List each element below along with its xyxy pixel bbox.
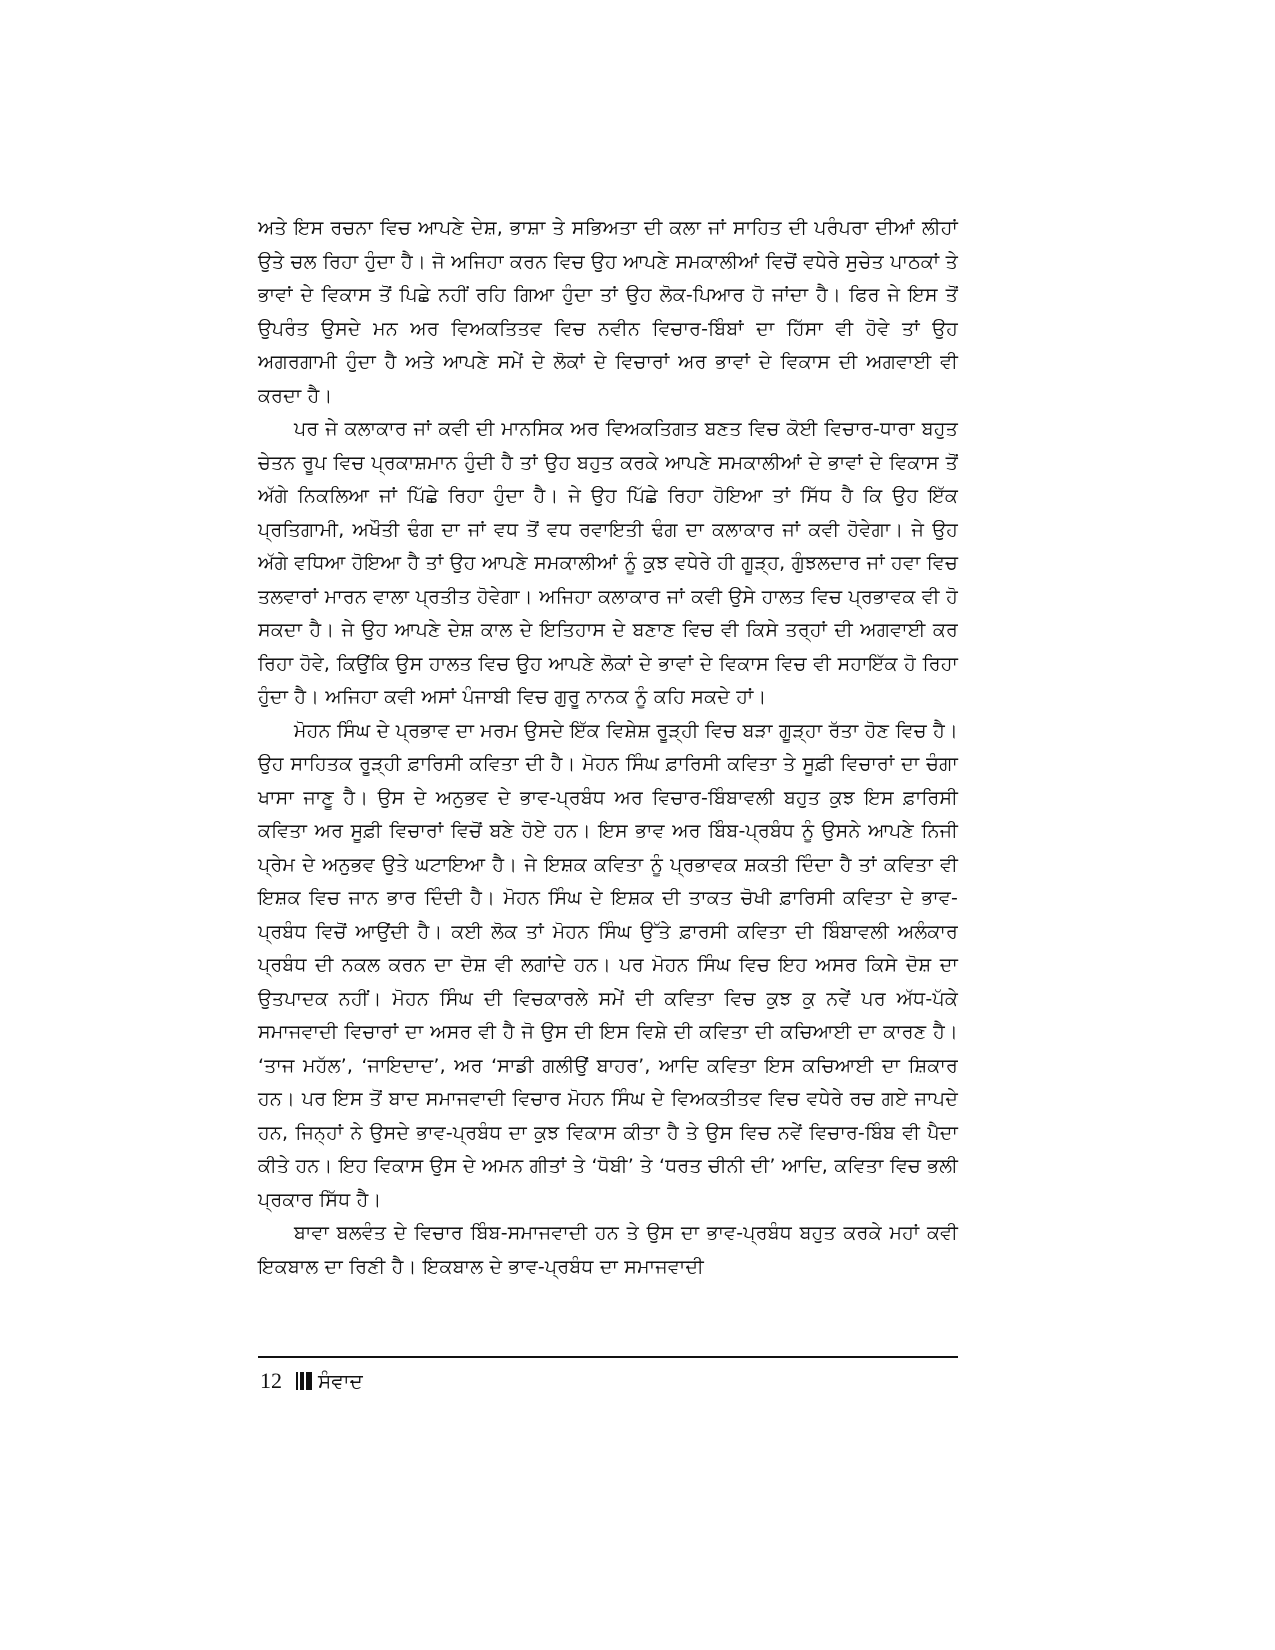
- paragraph-4: ਬਾਵਾ ਬਲਵੰਤ ਦੇ ਵਿਚਾਰ ਬਿੰਬ-ਸਮਾਜਵਾਦੀ ਹਨ ਤੇ ਉਸ ਦਾ ਭਾਵ-ਪ੍ਰਬੰਧ ਬਹੁਤ ਕਰਕੇ ਮਹਾਂ ਕਵੀ ਇਕਬਾਲ ਦਾ ਰਿਣੀ ਹੈ। ਇਕਬਾਲ ਦੇ ਭਾਵ-ਪ੍ਰਬੰਧ ਦਾ ਸਮਾਜਵਾਦੀ: [258, 1222, 958, 1278]
- paragraph-2: ਪਰ ਜੇ ਕਲਾਕਾਰ ਜਾਂ ਕਵੀ ਦੀ ਮਾਨਸਿਕ ਅਰ ਵਿਅਕਤਿਗਤ ਬਣਤ ਵਿਚ ਕੋਈ ਵਿਚਾਰ-ਧਾਰਾ ਬਹੁਤ ਚੇਤਨ ਰੂਪ ਵਿਚ ਪ੍ਰਕਾਸ਼ਮਾਨ ਹੁੰਦੀ ਹੈ ਤਾਂ ਉਹ ਬਹੁਤ ਕਰਕੇ ਆਪਣੇ ਸਮਕਾਲੀਆਂ ਦੇ ਭਾਵਾਂ ਦੇ ਵਿਕਾਸ ਤੋਂ ਅੱਗੇ ਨਿਕਲਿਆ ਜਾਂ ਪਿੱਛੇ ਰਿਹਾ ਹੁੰਦਾ ਹੈ। ਜੇ ਉਹ ਪਿੱਛੇ ਰਿਹਾ ਹੋਇਆ ਤਾਂ ਸਿੱਧ ਹੈ ਕਿ ਉਹ ਇੱਕ ਪ੍ਰਤਿਗਾਮੀ, ਅਖੌਤੀ ਢੰਗ ਦਾ ਜਾਂ ਵਧ ਤੋਂ ਵਧ ਰਵਾਇਤੀ ਢੰਗ ਦਾ ਕਲਾਕਾਰ ਜਾਂ ਕਵੀ ਹੋਵੇਗਾ। ਜੇ ਉਹ ਅੱਗੇ ਵਧਿਆ ਹੋਇਆ ਹੈ ਤਾਂ ਉਹ ਆਪਣੇ ਸਮਕਾਲੀਆਂ ਨੂੰ ਕੁਝ ਵਧੇਰੇ ਹੀ ਗੂੜ੍ਹ, ਗੁੰਝਲਦਾਰ ਜਾਂ ਹਵਾ ਵਿਚ ਤਲਵਾਰਾਂ ਮਾਰਨ ਵਾਲਾ ਪ੍ਰਤੀਤ ਹੋਵੇਗਾ। ਅਜਿਹਾ ਕਲਾਕਾਰ ਜਾਂ ਕਵੀ ਉਸੇ ਹਾਲਤ ਵਿਚ ਪ੍ਰਭਾਵਕ ਵੀ ਹੋ ਸਕਦਾ ਹੈ। ਜੇ ਉਹ ਆਪਣੇ ਦੇਸ਼ ਕਾਲ ਦੇ ਇਤਿਹਾਸ ਦੇ ਬਣਾਣ ਵਿਚ ਵੀ ਕਿਸੇ ਤਰ੍ਹਾਂ ਦੀ ਅਗਵਾਈ ਕਰ ਰਿਹਾ ਹੋਵੇ, ਕਿਉਂਕਿ ਉਸ ਹਾਲਤ ਵਿਚ ਉਹ ਆਪਣੇ ਲੋਕਾਂ ਦੇ ਭਾਵਾਂ ਦੇ ਵਿਕਾਸ ਵਿਚ ਵੀ ਸਹਾਇੱਕ ਹੋ ਰਿਹਾ ਹੁੰਦਾ ਹੈ। ਅਜਿਹਾ ਕਵੀ ਅਸਾਂ ਪੰਜਾਬੀ ਵਿਚ ਗੁਰੂ ਨਾਨਕ ਨੂੰ ਕਹਿ ਸਕਦੇ ਹਾਂ।: [258, 418, 958, 708]
- paragraph-3: ਮੋਹਨ ਸਿੰਘ ਦੇ ਪ੍ਰਭਾਵ ਦਾ ਮਰਮ ਉਸਦੇ ਇੱਕ ਵਿਸ਼ੇਸ਼ ਰੂੜ੍ਹੀ ਵਿਚ ਬੜਾ ਗੂੜ੍ਹਾ ਰੱਤਾ ਹੋਣ ਵਿਚ ਹੈ। ਉਹ ਸਾਹਿਤਕ ਰੂੜ੍ਹੀ ਫ਼ਾਰਿਸੀ ਕਵਿਤਾ ਦੀ ਹੈ। ਮੋਹਨ ਸਿੰਘ ਫ਼ਾਰਿਸੀ ਕਵਿਤਾ ਤੇ ਸੂਫ਼ੀ ਵਿਚਾਰਾਂ ਦਾ ਚੰਗਾ ਖਾਸਾ ਜਾਣੂ ਹੈ। ਉਸ ਦੇ ਅਨੁਭਵ ਦੇ ਭਾਵ-ਪ੍ਰਬੰਧ ਅਰ ਵਿਚਾਰ-ਬਿੰਬਾਵਲੀ ਬਹੁਤ ਕੁਝ ਇਸ ਫ਼ਾਰਿਸੀ ਕਵਿਤਾ ਅਰ ਸੂਫ਼ੀ ਵਿਚਾਰਾਂ ਵਿਚੋਂ ਬਣੇ ਹੋਏ ਹਨ। ਇਸ ਭਾਵ ਅਰ ਬਿੰਬ-ਪ੍ਰਬੰਧ ਨੂੰ ਉਸਨੇ ਆਪਣੇ ਨਿਜੀ ਪ੍ਰੇਮ ਦੇ ਅਨੁਭਵ ਉਤੇ ਘਟਾਇਆ ਹੈ। ਜੇ ਇਸ਼ਕ ਕਵਿਤਾ ਨੂੰ ਪ੍ਰਭਾਵਕ ਸ਼ਕਤੀ ਦਿੰਦਾ ਹੈ ਤਾਂ ਕਵਿਤਾ ਵੀ ਇਸ਼ਕ ਵਿਚ ਜਾਨ ਭਾਰ ਦਿੰਦੀ ਹੈ। ਮੋਹਨ ਸਿੰਘ ਦੇ ਇਸ਼ਕ ਦੀ ਤਾਕਤ ਚੋਖੀ ਫ਼ਾਰਿਸੀ ਕਵਿਤਾ ਦੇ ਭਾਵ-ਪ੍ਰਬੰਧ ਵਿਚੋਂ ਆਉਂਦੀ ਹੈ। ਕਈ ਲੋਕ ਤਾਂ ਮੋਹਨ ਸਿੰਘ ਉੱਤੇ ਫ਼ਾਰਸੀ ਕਵਿਤਾ ਦੀ ਬਿੰਬਾਵਲੀ ਅਲੰਕਾਰ ਪ੍ਰਬੰਧ ਦੀ ਨਕਲ ਕਰਨ ਦਾ ਦੋਸ਼ ਵੀ ਲਗਾਂਦੇ ਹਨ। ਪਰ ਮੋਹਨ ਸਿੰਘ ਵਿਚ ਇਹ ਅਸਰ ਕਿਸੇ ਦੋਸ਼ ਦਾ ਉਤਪਾਦਕ ਨਹੀਂ। ਮੋਹਨ ਸਿੰਘ ਦੀ ਵਿਚਕਾਰਲੇ ਸਮੇਂ ਦੀ ਕਵਿਤਾ ਵਿਚ ਕੁਝ ਕੁ ਨਵੇਂ ਪਰ ਅੱਧ-ਪੱਕੇ ਸਮਾਜਵਾਦੀ ਵਿਚਾਰਾਂ ਦਾ ਅਸਰ ਵੀ ਹੈ ਜੋ ਉਸ ਦੀ ਇਸ ਵਿਸ਼ੇ ਦੀ ਕਵਿਤਾ ਦੀ ਕਚਿਆਈ ਦਾ ਕਾਰਣ ਹੈ। ‘ਤਾਜ ਮਹੱਲ’, ‘ਜਾਇਦਾਦ’, ਅਰ ‘ਸਾਡੀ ਗਲੀਉਂ ਬਾਹਰ’, ਆਦਿ ਕਵਿਤਾ ਇਸ ਕਚਿਆਈ ਦਾ ਸ਼ਿਕਾਰ ਹਨ। ਪਰ ਇਸ ਤੋਂ ਬਾਦ ਸਮਾਜਵਾਦੀ ਵਿਚਾਰ ਮੋਹਨ ਸਿੰਘ ਦੇ ਵਿਅਕਤੀਤਵ ਵਿਚ ਵਧੇਰੇ ਰਚ ਗਏ ਜਾਪਦੇ ਹਨ, ਜਿਨ੍ਹਾਂ ਨੇ ਉਸਦੇ ਭਾਵ-ਪ੍ਰਬੰਧ ਦਾ ਕੁਝ ਵਿਕਾਸ ਕੀਤਾ ਹੈ ਤੇ ਉਸ ਵਿਚ ਨਵੇਂ ਵਿਚਾਰ-ਬਿੰਬ ਵੀ ਪੈਦਾ ਕੀਤੇ ਹਨ। ਇਹ ਵਿਕਾਸ ਉਸ ਦੇ ਅਮਨ ਗੀਤਾਂ ਤੇ ‘ਧੋਬੀ’ ਤੇ ‘ਧਰਤ ਚੀਨੀ ਦੀ’ ਆਦਿ, ਕਵਿਤਾ ਵਿਚ ਭਲੀ ਪ੍ਰਕਾਰ ਸਿੱਧ ਹੈ।: [258, 719, 958, 1211]
- page-number: 12: [260, 1368, 282, 1393]
- journal-name: ਸੰਵਾਦ: [318, 1369, 363, 1393]
- footer-rule: [258, 1356, 958, 1358]
- bars-icon: [296, 1371, 312, 1391]
- paragraph-1: ਅਤੇ ਇਸ ਰਚਨਾ ਵਿਚ ਆਪਣੇ ਦੇਸ਼, ਭਾਸ਼ਾ ਤੇ ਸਭਿਅਤਾ ਦੀ ਕਲਾ ਜਾਂ ਸਾਹਿਤ ਦੀ ਪਰੰਪਰਾ ਦੀਆਂ ਲੀਹਾਂ ਉਤੇ ਚਲ ਰਿਹਾ ਹੁੰਦਾ ਹੈ। ਜੋ ਅਜਿਹਾ ਕਰਨ ਵਿਚ ਉਹ ਆਪਣੇ ਸਮਕਾਲੀਆਂ ਵਿਚੋਂ ਵਧੇਰੇ ਸੁਚੇਤ ਪਾਠਕਾਂ ਤੇ ਭਾਵਾਂ ਦੇ ਵਿਕਾਸ ਤੋਂ ਪਿਛੇ ਨਹੀਂ ਰਹਿ ਗਿਆ ਹੁੰਦਾ ਤਾਂ ਉਹ ਲੋਕ-ਪਿਆਰ ਹੋ ਜਾਂਦਾ ਹੈ। ਫਿਰ ਜੇ ਇਸ ਤੋਂ ਉਪਰੰਤ ਉਸਦੇ ਮਨ ਅਰ ਵਿਅਕਤਿਤਵ ਵਿਚ ਨਵੀਨ ਵਿਚਾਰ-ਬਿੰਬਾਂ ਦਾ ਹਿੱਸਾ ਵੀ ਹੋਵੇ ਤਾਂ ਉਹ ਅਗਰਗਾਮੀ ਹੁੰਦਾ ਹੈ ਅਤੇ ਆਪਣੇ ਸਮੇਂ ਦੇ ਲੋਕਾਂ ਦੇ ਵਿਚਾਰਾਂ ਅਰ ਭਾਵਾਂ ਦੇ ਵਿਕਾਸ ਦੀ ਅਗਵਾਈ ਵੀ ਕਰਦਾ ਹੈ।: [258, 217, 958, 407]
- body-text: [258, 212, 958, 1284]
- page-footer: [260, 1366, 363, 1396]
